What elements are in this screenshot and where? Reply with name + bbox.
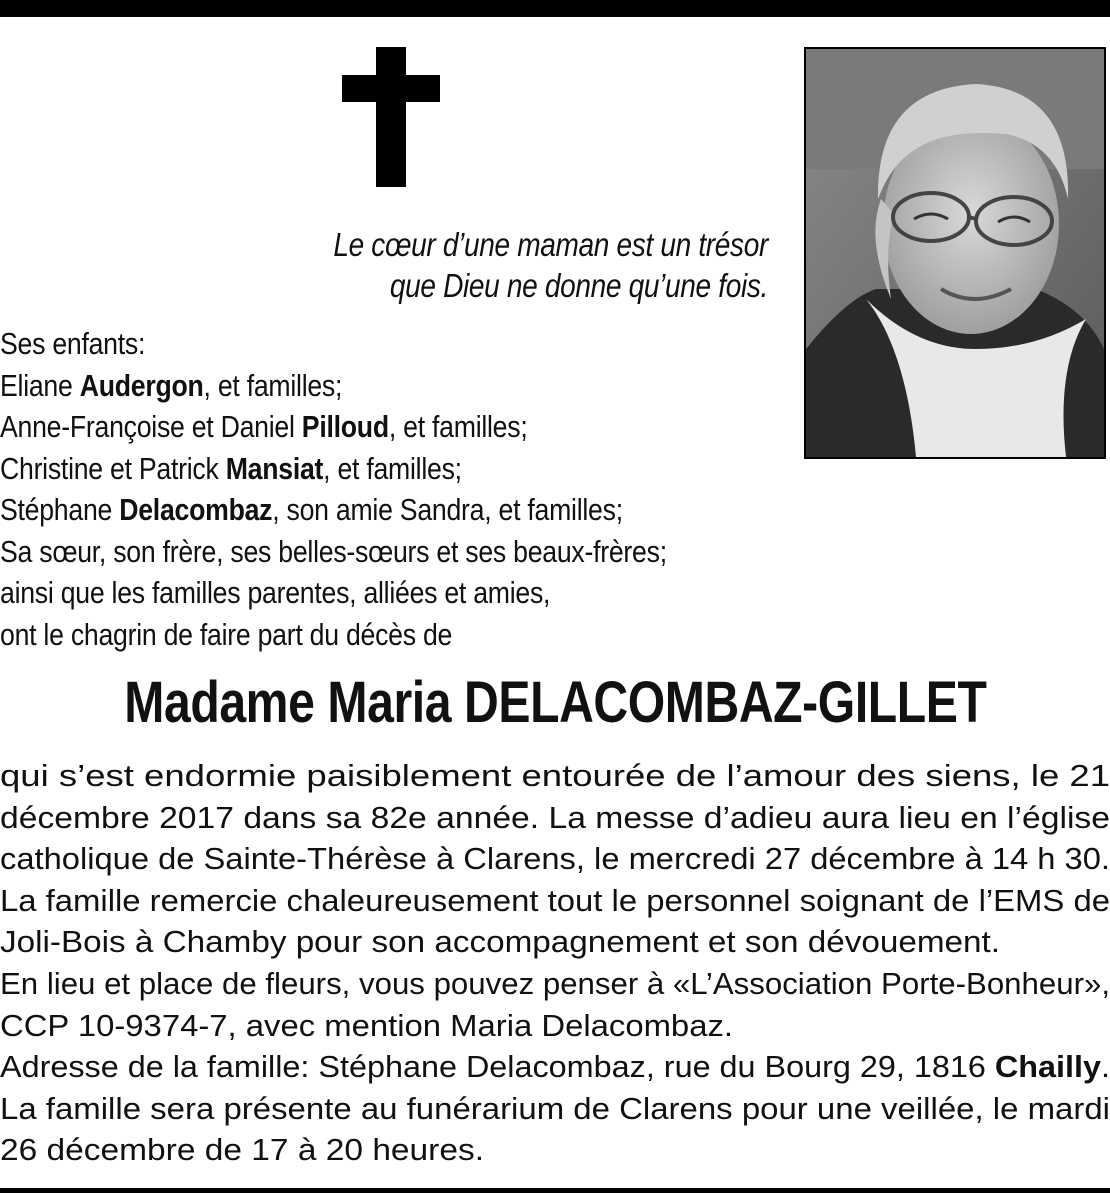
family-list bbox=[0, 323, 667, 655]
family-member-line: Stéphane Delacombaz, son amie Sandra, et familles; bbox=[0, 492, 623, 527]
family-name: Pilloud bbox=[301, 409, 389, 444]
quote-line-1: Le cœur d’une maman est un trésor bbox=[333, 226, 768, 263]
portrait-photo bbox=[804, 47, 1106, 459]
family-member-line: Christine et Patrick Mansiat, et familles; bbox=[0, 450, 462, 486]
body-line: qui s’est endormie paisiblement entourée de l’amour des siens, le 21 bbox=[0, 758, 1110, 793]
family-name: Mansiat bbox=[225, 450, 324, 486]
family-relatives-line: ainsi que les familles parentes, alliées et amies, bbox=[0, 575, 551, 610]
family-intro: Ses enfants: bbox=[0, 326, 146, 361]
body-line: décembre 2017 dans sa 82e année. La messe d’adieu aura lieu en l’église bbox=[0, 799, 1110, 835]
town-name: Chailly bbox=[994, 1049, 1101, 1085]
top-border-rule bbox=[0, 0, 1110, 17]
family-siblings-line: Sa sœur, son frère, ses belles-sœurs et ses beaux-frères; bbox=[0, 533, 667, 569]
epitaph-quote bbox=[292, 224, 768, 306]
body-line: CCP 10-9374-7, avec mention Maria Delacombaz. bbox=[0, 1007, 733, 1043]
quote-line-2: que Dieu ne donne qu’une fois. bbox=[389, 267, 768, 304]
body-line: 26 décembre de 17 à 20 heures. bbox=[0, 1132, 484, 1168]
family-name: Delacombaz bbox=[119, 492, 273, 527]
body-line: catholique de Sainte-Thérèse à Clarens, le mercredi 27 décembre à 14 h 30. bbox=[0, 841, 1110, 877]
deceased-name-heading: Madame Maria DELACOMBAZ-GILLET bbox=[123, 670, 987, 735]
family-member-line: Eliane Audergon, et familles; bbox=[0, 367, 343, 403]
family-name: Audergon bbox=[79, 367, 204, 403]
body-line: Joli-Bois à Chamby pour son accompagnement et son dévouement. bbox=[0, 924, 1001, 960]
body-line: En lieu et place de fleurs, vous pouvez penser à «L’Association Porte-Bonheur», bbox=[0, 965, 1110, 1001]
body-line-address: Adresse de la famille: Stéphane Delacombaz, rue du Bourg 29, 1816 Chailly. bbox=[0, 1049, 1110, 1085]
body-line: La famille sera présente au funérarium de Clarens pour une veillée, le mardi bbox=[0, 1090, 1110, 1126]
cross-icon bbox=[342, 47, 440, 187]
body-line: La famille remercie chaleureusement tout le personnel soignant de l’EMS de bbox=[0, 882, 1110, 918]
family-member-line: Anne-Françoise et Daniel Pilloud, et familles; bbox=[0, 409, 528, 444]
bottom-border-rule bbox=[0, 1188, 1110, 1193]
notice-body bbox=[0, 755, 1110, 1171]
family-announce-line: ont le chagrin de faire part du décès de bbox=[0, 616, 453, 652]
